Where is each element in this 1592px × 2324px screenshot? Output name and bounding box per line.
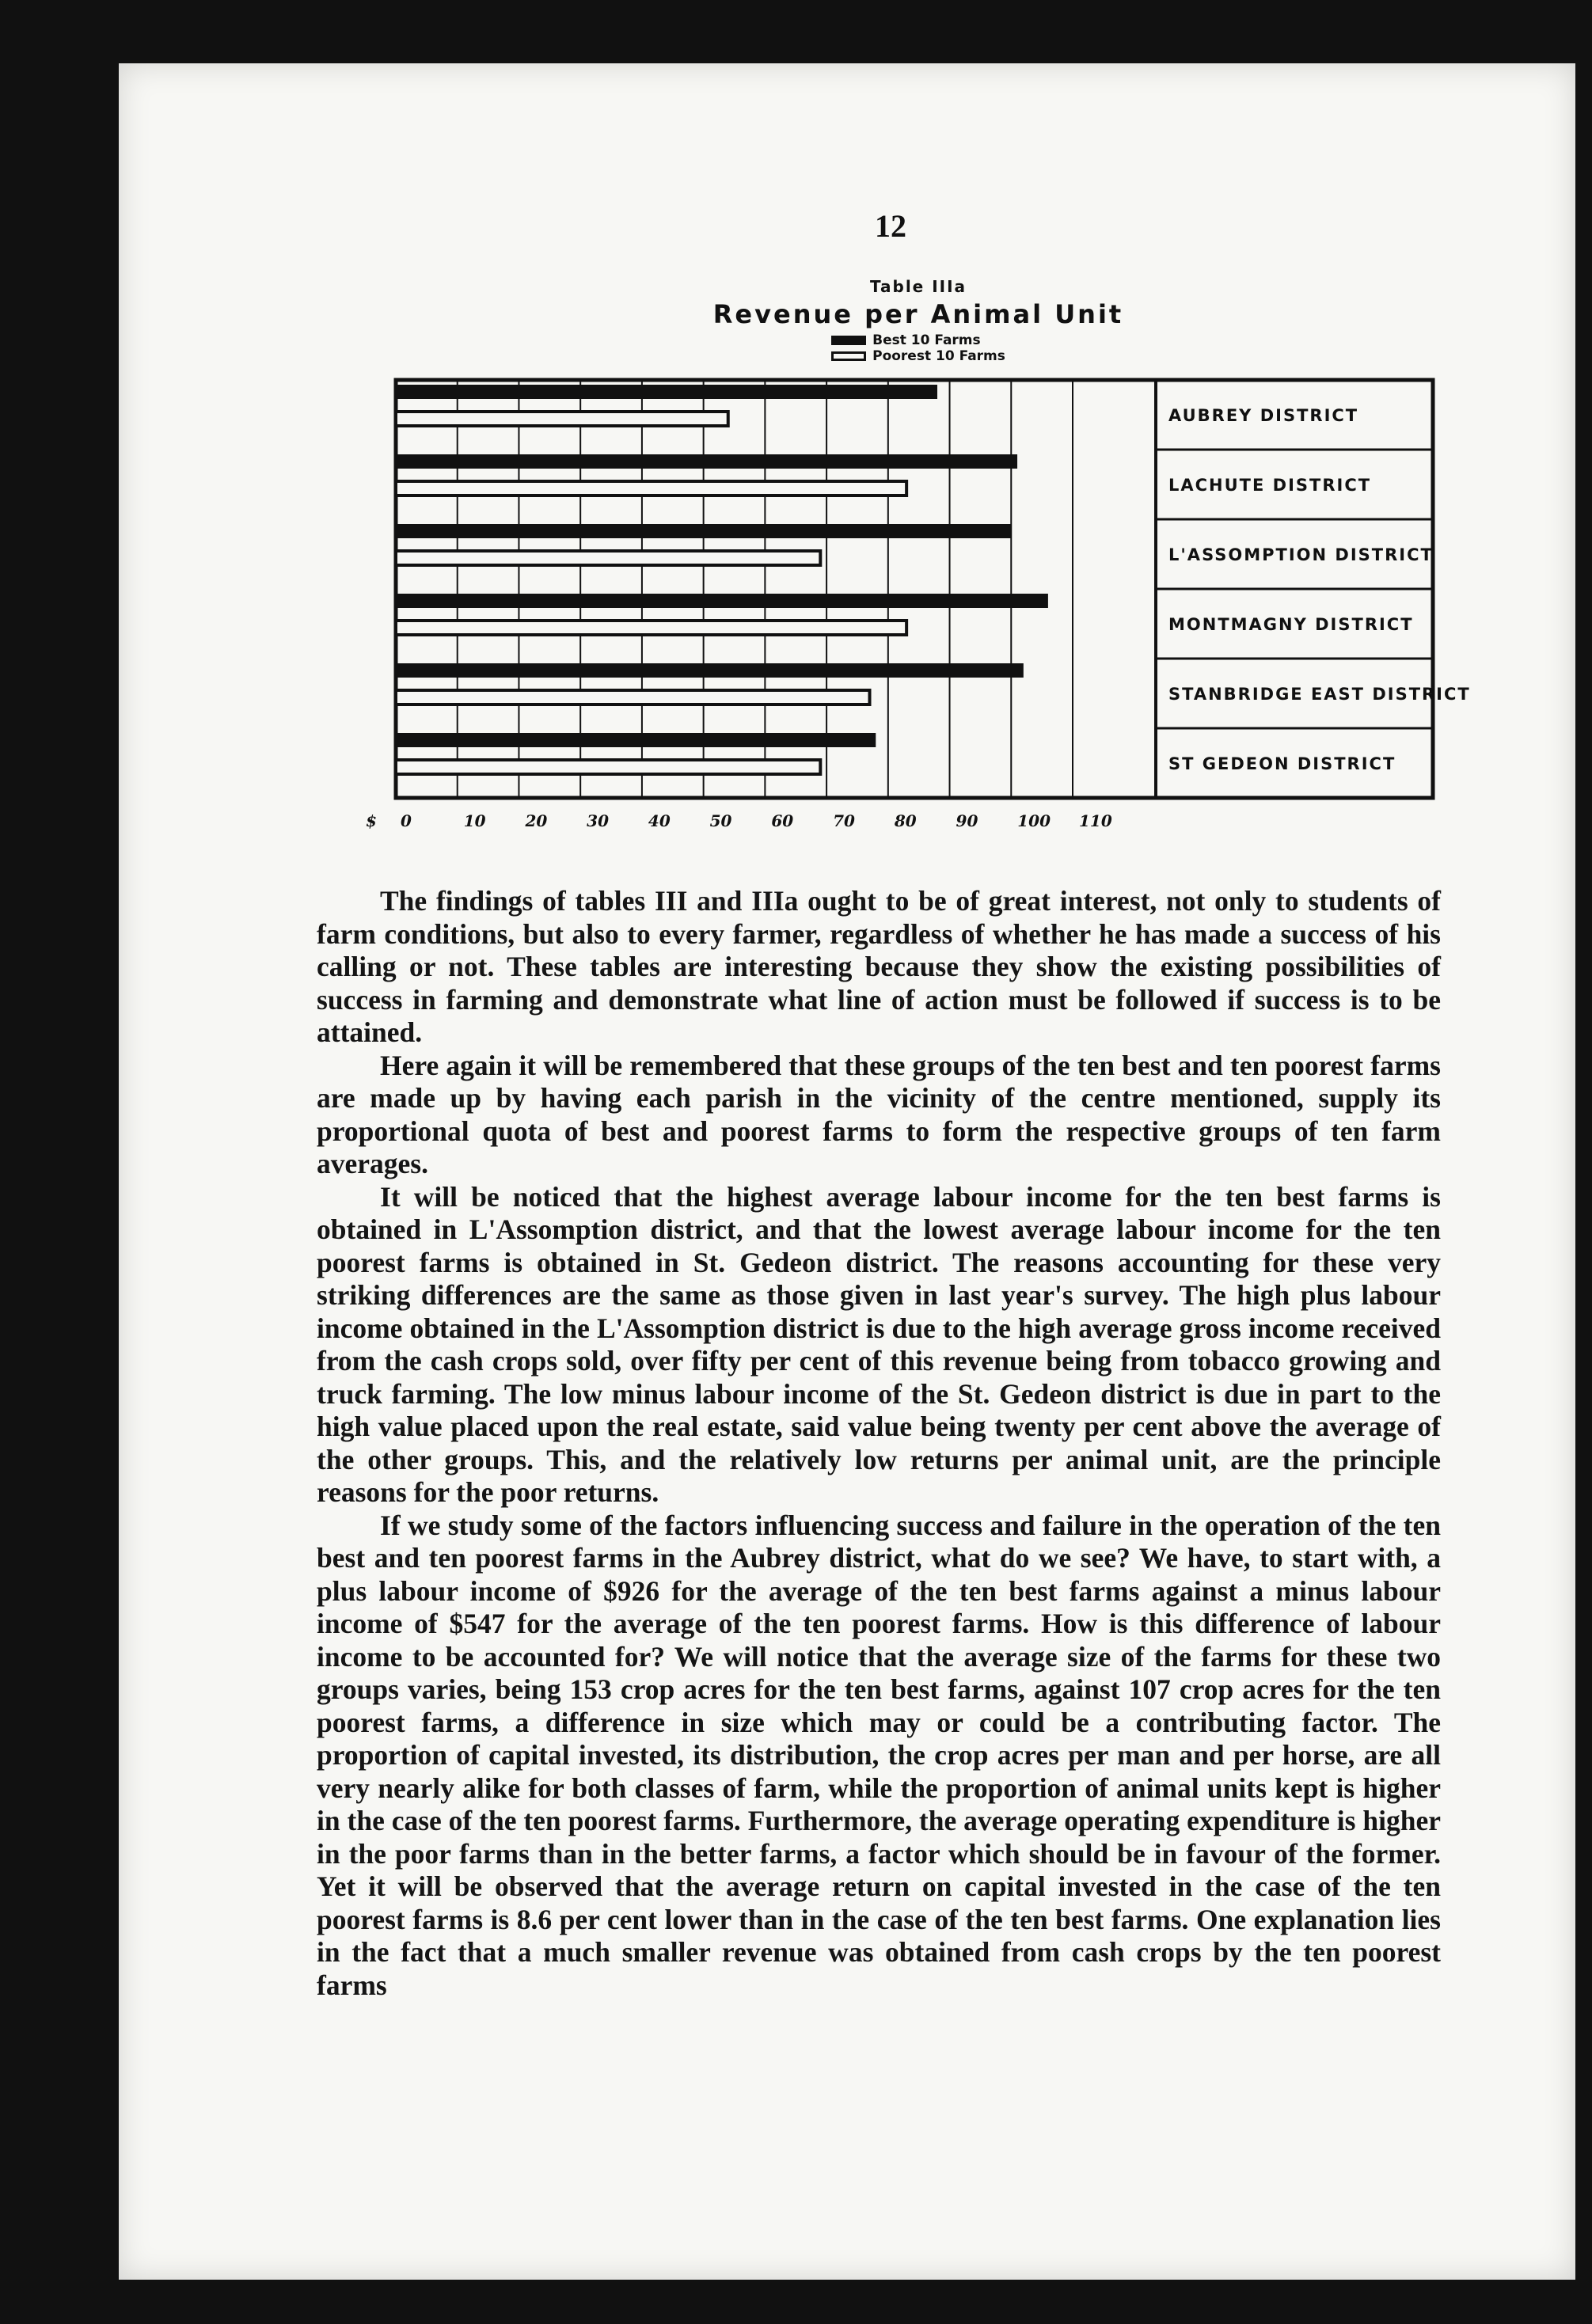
bar-poorest-10-farms	[396, 551, 820, 565]
bar-best-10-farms	[396, 733, 876, 747]
page-number: 12	[875, 208, 906, 244]
legend-swatch-hollow	[831, 351, 866, 361]
bar-best-10-farms	[396, 663, 1024, 678]
x-tick-label: 0	[401, 811, 412, 830]
paragraph: If we study some of the factors influencing success and failure in the operation of the ten best and ten poorest farms in the Aubrey district, what do we see? We have, to start with, a plus labour income of $926 for the average of the ten best farms against a minus labour income of $547 for the average of the ten poorest farms. How is this difference of labour income to be accounted for? We will notice that the average size of the farms for these two groups varies, being 153 crop acres for the ten best farms, against 107 crop acres for the ten poorest farms, a difference in size which may or could be a contributing factor. The proportion of capital invested, its distribution, the crop acres per man and per horse, are all very nearly alike for both classes of farm, while the proportion of animal units kept is higher in the case of the ten poorest farms. Furthermore, the average operating expenditure is higher in the poor farms than in the better farms, a factor which should be in favour of the former. Yet it will be observed that the average return on capital invested in the case of the ten poorest farms is 8.6 per cent lower than in the case of the ten best farms. One explanation lies in the fact that a much smaller revenue was obtained from cash crops by the ten poorest farms	[317, 1509, 1441, 2001]
legend-label-poorest: Poorest 10 Farms	[872, 348, 1005, 364]
bar-poorest-10-farms	[396, 621, 906, 635]
paragraph: Here again it will be remembered that these groups of the ten best and ten poorest farms are made up by having each parish in the vicinity of the centre mentioned, supply its proportional quota of best and poorest farms to form the respective groups of ten farm averages.	[317, 1049, 1441, 1179]
district-label: ST GEDEON DISTRICT	[1168, 754, 1396, 773]
x-tick-label: 20	[525, 811, 548, 830]
x-tick-label: 110	[1079, 811, 1112, 830]
paragraph: The findings of tables III and IIIa ought to be of great interest, not only to students of farm conditions, but also to every farmer, regardless of whether he has made a success of his calling or not. These tables are interesting because they show the existing possibilities of success in farming and demonstrate what line of action must be followed if success is to be attained.	[317, 885, 1441, 1048]
legend-label-best: Best 10 Farms	[872, 332, 981, 348]
bar-poorest-10-farms	[396, 760, 820, 774]
bar-poorest-10-farms	[396, 690, 870, 704]
body-text	[317, 885, 1441, 2002]
district-label: AUBREY DISTRICT	[1168, 406, 1359, 425]
bar-best-10-farms	[396, 594, 1048, 608]
bar-poorest-10-farms	[396, 481, 906, 496]
district-label: L'ASSOMPTION DISTRICT	[1168, 545, 1434, 564]
axis-dollar-sign: $	[366, 811, 377, 830]
x-tick-label: 90	[956, 811, 978, 830]
x-tick-label: 60	[771, 811, 794, 830]
x-tick-label: 40	[648, 811, 671, 830]
bar-chart	[340, 372, 1471, 879]
bar-poorest-10-farms	[396, 412, 728, 426]
x-tick-label: 10	[463, 811, 486, 830]
x-tick-label: 80	[894, 811, 917, 830]
x-tick-label: 50	[709, 811, 732, 830]
chart-legend	[831, 332, 1005, 364]
table-label: Table IIIa	[869, 277, 967, 296]
x-tick-label: 100	[1017, 811, 1051, 830]
x-tick-label: 70	[833, 811, 855, 830]
bar-best-10-farms	[396, 524, 1011, 538]
paragraph: It will be noticed that the highest average labour income for the ten best farms is obtained in L'Assomption district, and that the lowest average labour income for the ten poorest farms is obtained in St. Gedeon district. The reasons accounting for these very striking differences are the same as those given in last year's survey. The high plus labour income obtained in the L'Assomption district is due to the high average gross income received from the cash crops sold, over fifty per cent of this revenue being from tobacco growing and truck farming. The low minus labour income of the St. Gedeon district is due in part to the high value placed upon the real estate, said value being twenty per cent above the average of the other groups. This, and the relatively low returns per animal unit, are the principle reasons for the poor returns.	[317, 1180, 1441, 1508]
legend-swatch-solid	[831, 336, 866, 345]
bar-best-10-farms	[396, 385, 937, 399]
district-label: MONTMAGNY DISTRICT	[1168, 615, 1414, 634]
bar-best-10-farms	[396, 454, 1017, 469]
legend-item-best	[831, 332, 1005, 348]
chart-caption	[673, 277, 1164, 364]
legend-item-poorest	[831, 348, 1005, 364]
district-label: LACHUTE DISTRICT	[1168, 476, 1372, 495]
x-tick-label: 30	[587, 811, 610, 830]
chart-title: Revenue per Animal Unit	[712, 299, 1124, 329]
district-label: STANBRIDGE EAST DISTRICT	[1168, 685, 1471, 704]
